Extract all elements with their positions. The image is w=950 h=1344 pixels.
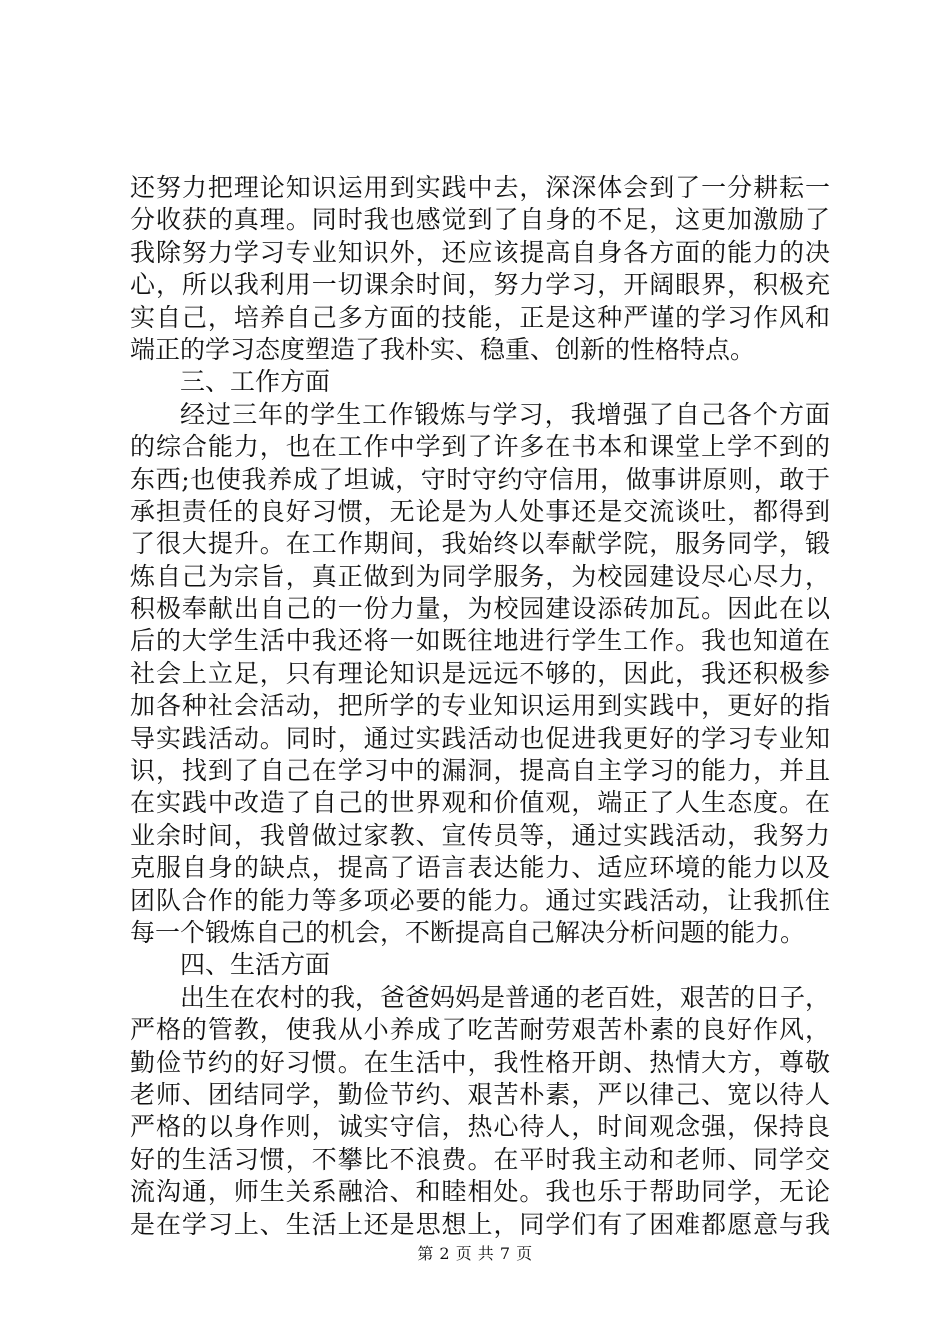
paragraph-line: 积极奉献出自己的一份力量，为校园建设添砖加瓦。因此在以 (130, 594, 830, 624)
paragraph-line: 导实践活动。同时，通过实践活动也促进我更好的学习专业知 (130, 723, 830, 753)
paragraph-line: 心，所以我利用一切课余时间，努力学习，开阔眼界，积极充 (130, 270, 830, 300)
paragraph-line: 严格的以身作则，诚实守信，热心待人，时间观念强，保持良 (130, 1112, 830, 1142)
paragraph-line: 克服自身的缺点，提高了语言表达能力、适应环境的能力以及 (130, 853, 830, 883)
paragraph-line: 识，找到了自己在学习中的漏洞，提高自主学习的能力，并且 (130, 756, 830, 786)
paragraph-line: 的综合能力，也在工作中学到了许多在书本和课堂上学不到的 (130, 432, 830, 462)
paragraph-line: 承担责任的良好习惯，无论是为人处事还是交流谈吐，都得到 (130, 496, 830, 526)
paragraph-line: 了很大提升。在工作期间，我始终以奉献学院，服务同学，锻 (130, 529, 830, 559)
paragraph-line: 加各种社会活动，把所学的专业知识运用到实践中，更好的指 (130, 691, 830, 721)
paragraph-line: 经过三年的学生工作锻炼与学习，我增强了自己各个方面 (180, 399, 830, 429)
paragraph-line: 东西;也使我养成了坦诚，守时守约守信用，做事讲原则，敢于 (130, 464, 830, 494)
paragraph-line: 还努力把理论知识运用到实践中去，深深体会到了一分耕耘一 (130, 173, 830, 202)
paragraph-line: 好的生活习惯，不攀比不浪费。在平时我主动和老师、同学交 (130, 1144, 830, 1174)
paragraph-line: 团队合作的能力等多项必要的能力。通过实践活动，让我抓住 (130, 885, 830, 915)
paragraph-line: 勤俭节约的好习惯。在生活中，我性格开朗、热情大方，尊敬 (130, 1047, 830, 1077)
paragraph-line: 炼自己为宗旨，真正做到为同学服务，为校园建设尽心尽力， (130, 561, 830, 591)
paragraph-line: 业余时间，我曾做过家教、宣传员等，通过实践活动，我努力 (130, 820, 830, 850)
paragraph-line: 是在学习上、生活上还是思想上，同学们有了困难都愿意与我 (130, 1209, 830, 1239)
paragraph-line: 老师、团结同学，勤俭节约、艰苦朴素，严以律己、宽以待人 (130, 1079, 830, 1109)
paragraph-line: 在实践中改造了自己的世界观和价值观，端正了人生态度。在 (130, 788, 830, 818)
section-heading-life: 四、生活方面 (180, 950, 331, 980)
paragraph-line: 出生在农村的我，爸爸妈妈是普通的老百姓，艰苦的日子， (180, 982, 830, 1012)
paragraph-line: 严格的管教，使我从小养成了吃苦耐劳艰苦朴素的良好作风， (130, 1015, 830, 1045)
paragraph-line: 实自己，培养自己多方面的技能，正是这种严谨的学习作风和 (130, 302, 830, 332)
paragraph-line: 分收获的真理。同时我也感觉到了自身的不足，这更加激励了 (130, 205, 830, 235)
page-number-footer: 第 2 页 共 7 页 (417, 1244, 533, 1263)
paragraph-line: 端正的学习态度塑造了我朴实、稳重、创新的性格特点。 (130, 334, 756, 364)
paragraph-line: 社会上立足，只有理论知识是远远不够的，因此，我还积极参 (130, 658, 830, 688)
paragraph-line: 我除努力学习专业知识外，还应该提高自身各方面的能力的决 (130, 237, 830, 267)
document-body (130, 172, 830, 1241)
paragraph-line: 流沟通，师生关系融洽、和睦相处。我也乐于帮助同学，无论 (130, 1177, 830, 1207)
section-heading-work: 三、工作方面 (180, 367, 331, 397)
paragraph-line: 后的大学生活中我还将一如既往地进行学生工作。我也知道在 (130, 626, 830, 656)
paragraph-line: 每一个锻炼自己的机会，不断提高自己解决分析问题的能力。 (130, 917, 806, 947)
